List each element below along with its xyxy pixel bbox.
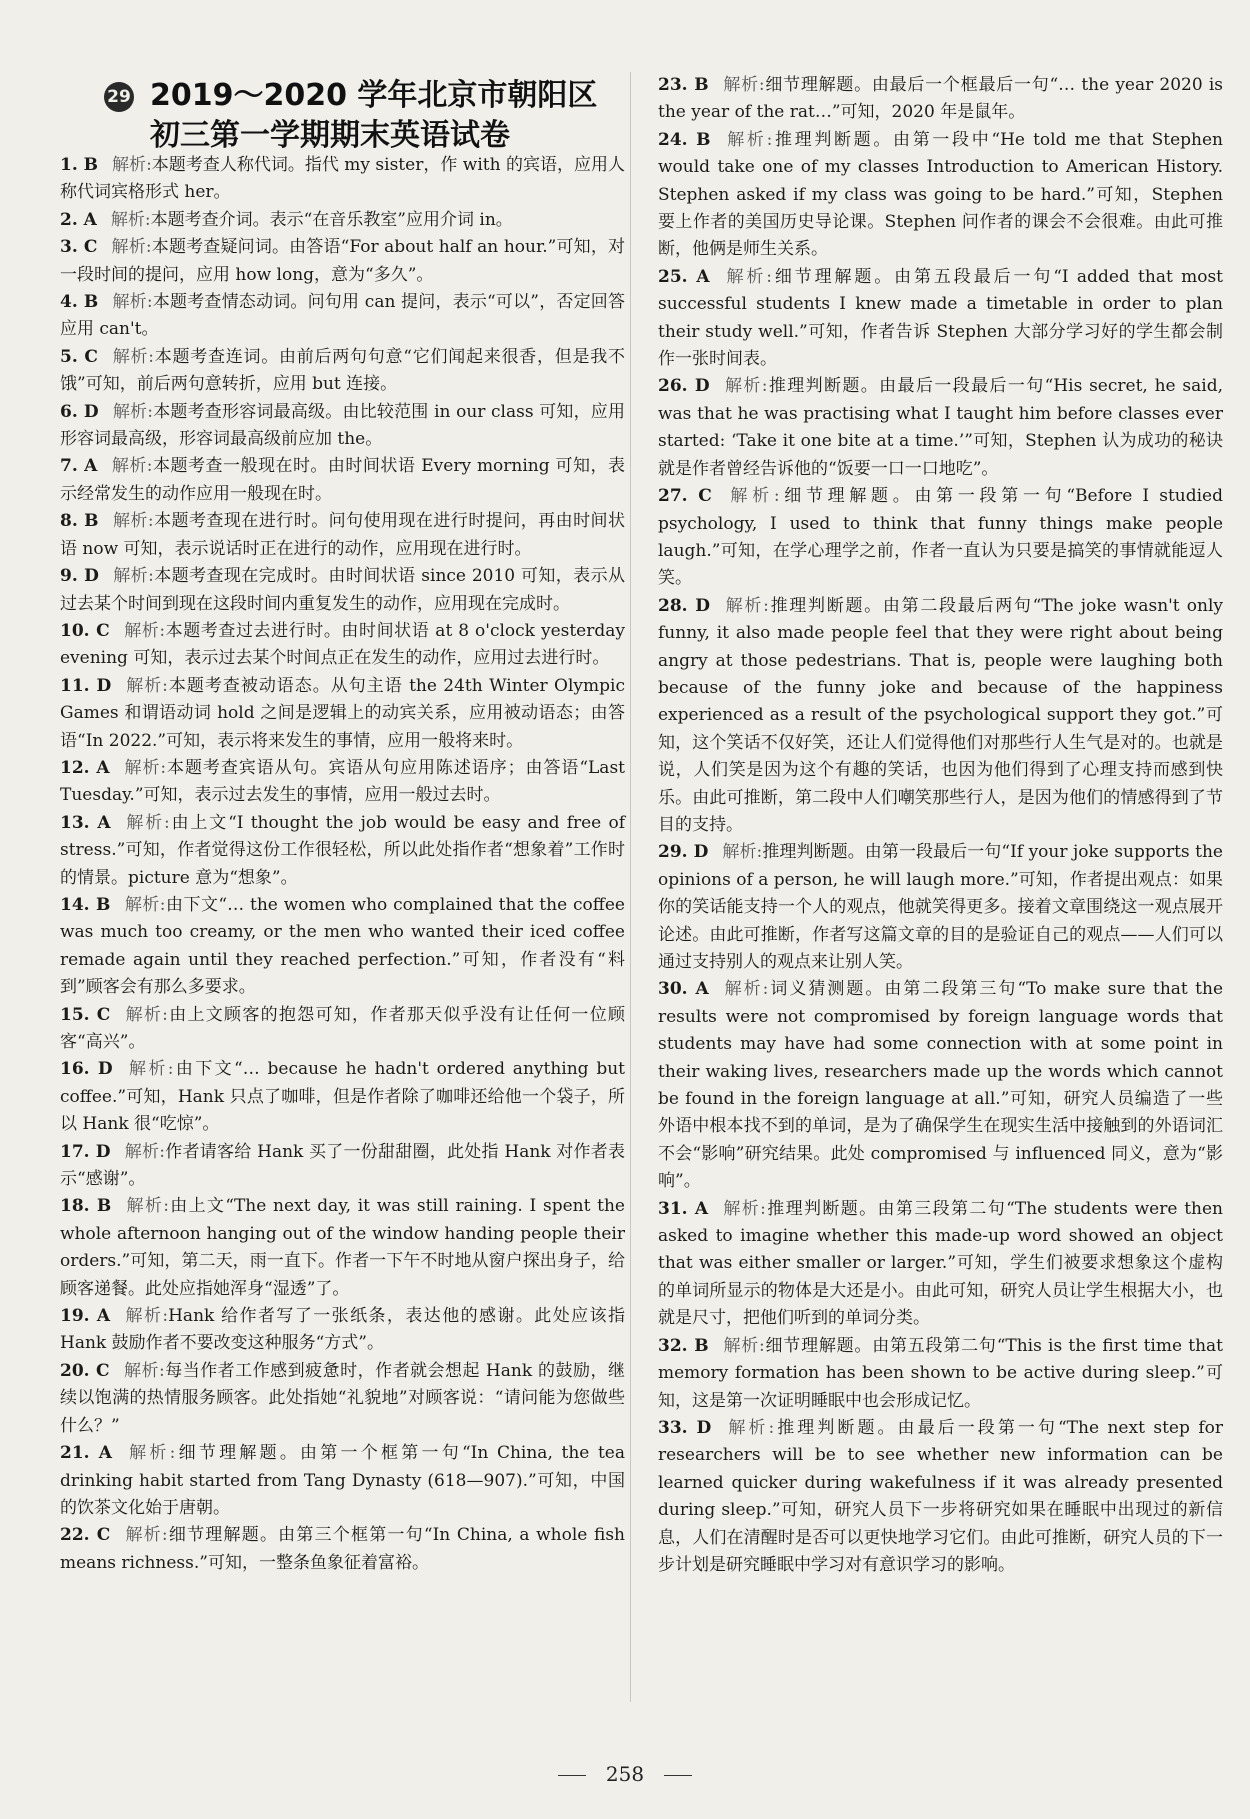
analysis-text: 本题考查现在进行时。问句使用现在进行时提问，再由时间状语 now 可知，表示说话时正在进行的动作，应用现在进行时。	[60, 511, 625, 559]
analysis-label: 解析:	[723, 595, 769, 616]
answer-number: 20. C	[60, 1360, 110, 1381]
answer-number: 27. C	[658, 486, 712, 507]
analysis-label: 解析:	[111, 237, 152, 258]
answer-number: 13. A	[60, 812, 111, 833]
page-footer	[0, 1762, 1250, 1786]
analysis-label: 解析:	[125, 675, 168, 696]
analysis-text: 本题考查宾语从句。宾语从句应用陈述语序；由答语“Last Tuesday.”可知，表示过去发生的事情，应用一般过去时。	[60, 757, 626, 806]
answer-item	[60, 1440, 625, 1522]
analysis-text: 推理判断题。由第二段最后两句“The joke wasn't only funny, it also made people feel that they were right about being angry at those pedestrians. That is, people were laughing both because of the funny joke and because of the happiness experienced as a result of the psychological support they got.”可知，这个笑话不仅好笑，还让人们觉得他们对那些行人生气是对的。也就是说，人们笑是因为这个有趣的笑话，也因为他们得到了心理支持而感到快乐。由此可推断，第二段中人们嘲笑那些行人，是因为他们的情感得到了节目的支持。	[658, 595, 1223, 835]
answer-number: 15. C	[60, 1004, 111, 1025]
analysis-label: 解析:	[722, 1198, 766, 1219]
analysis-label: 解析:	[110, 209, 151, 230]
analysis-label: 解析:	[125, 1443, 176, 1464]
answer-number: 2. A	[60, 209, 97, 230]
answer-item	[60, 207, 625, 234]
analysis-label: 解析:	[112, 511, 154, 532]
analysis-text: 本题考查过去进行时。由时间状语 at 8 o'clock yesterday evening 可知，表示过去某个时间点正在发生的动作，应用过去进行时。	[60, 620, 625, 669]
answer-item	[60, 289, 625, 344]
analysis-text: 本题考查疑问词。由答语“For about half an hour.”可知，对一段时间的提问，应用 how long，意为“多久”。	[60, 237, 625, 285]
answer-number: 23. B	[658, 75, 709, 95]
analysis-label: 解析:	[722, 75, 765, 95]
answer-item	[60, 453, 625, 508]
answer-item	[60, 618, 625, 673]
answer-number: 10. C	[60, 620, 110, 641]
answer-number: 19. A	[60, 1306, 111, 1327]
answer-item	[60, 1522, 625, 1577]
footer-dash-right	[664, 1775, 692, 1776]
answer-item	[60, 508, 625, 563]
answer-number: 18. B	[60, 1196, 112, 1217]
answer-number: 24. B	[658, 129, 711, 150]
analysis-label: 解析:	[725, 486, 780, 507]
analysis-label: 解析:	[111, 346, 154, 367]
answer-number: 33. D	[658, 1417, 712, 1438]
analysis-text: 细节理解题。由第三个框第一句“In China, a whole fish means richness.”可知，一整条鱼象征着富裕。	[60, 1525, 626, 1573]
column-divider	[630, 72, 631, 1702]
analysis-label: 解析:	[112, 401, 153, 422]
analysis-label: 解析:	[124, 1004, 168, 1025]
right-column	[658, 72, 1223, 1579]
analysis-text: 细节理解题。由第一段第一句“Before I studied psychology, I used to think that funny things make people laugh.”可知，在学心理学之前，作者一直认为只要是搞笑的事情就能逗人笑。	[658, 486, 1223, 589]
answer-number: 4. B	[60, 292, 99, 313]
analysis-text: 由上文“The next day, it was still raining. I spent the whole afternoon hanging out of the window handing people their orders.”可知，第二天，雨一直下。作者一下午不时地从窗户探出身子，给顾客递餐。此处应指她浑身“湿透”了。	[60, 1196, 625, 1299]
analysis-text: 本题考查介词。表示“在音乐教室”应用介词 in。	[150, 209, 513, 230]
exam-title-line1: 2019～2020 学年北京市朝阳区	[150, 78, 598, 113]
answer-item	[658, 839, 1223, 976]
answer-number: 28. D	[658, 595, 710, 616]
answer-item	[658, 1196, 1223, 1333]
analysis-text: 本题考查一般现在时。由时间状语 Every morning 可知，表示经常发生的动作应用一般现在时。	[60, 456, 625, 504]
answer-item	[60, 1056, 625, 1138]
analysis-text: 推理判断题。由最后一段第一句“The next step for researchers will be to see whether new information can be learned quicker during wakefulness if it was already presented during sleep.”可知，研究人员下一步将研究如果在睡眠中出现过的新信息，人们在清醒时是否可以更快地学习它们。由此可推断，研究人员的下一步计划是研究睡眠中学习对有意识学习的影响。	[658, 1417, 1223, 1575]
analysis-text: 推理判断题。由第三段第二句“The students were then asked to imagine whether this made-up word showed an object that was either smaller or larger.”可知，学生们被要求想象这个虚构的单词所显示的物体是大还是小。由此可知，研究人员让学生根据大小，也就是尺寸，把他们听到的单词分类。	[658, 1198, 1223, 1329]
answer-item	[658, 127, 1223, 264]
answer-item	[658, 593, 1223, 840]
answer-number: 25. A	[658, 266, 710, 287]
answer-item	[60, 1193, 625, 1303]
analysis-label: 解析:	[123, 620, 166, 641]
answer-item	[60, 755, 625, 810]
analysis-text: 每当作者工作感到疲惫时，作者就会想起 Hank 的鼓励，继续以饱满的热情服务顾客。此处指她“礼貌地”对顾客说：“请问能为您做些什么？”	[60, 1360, 625, 1436]
analysis-text: Hank 给作者写了一张纸条，表达他的感谢。此处应该指 Hank 鼓励作者不要改变这种服务“方式”。	[60, 1306, 625, 1354]
page-number: 258	[605, 1762, 645, 1786]
analysis-text: 细节理解题。由第五段最后一句“I added that most successful students I knew made a timetable in order to plan their study well.”可知，作者告诉 Stephen 大部分学习好的学生都会制作一张时间表。	[658, 266, 1224, 370]
analysis-label: 解析:	[124, 894, 166, 915]
answer-item	[658, 1415, 1223, 1579]
answer-item	[658, 483, 1223, 593]
analysis-text: 本题考查人称代词。指代 my sister，作 with 的宾语，应用人称代词宾格形式 her。	[60, 155, 625, 203]
answer-item	[60, 1303, 625, 1358]
analysis-label: 解析:	[123, 1360, 165, 1381]
exam-title	[150, 76, 640, 156]
answer-item	[60, 1139, 625, 1194]
analysis-text: 细节理解题。由第五段第二句“This is the first time that memory formation has been shown to be active during sleep.”可知，这是第一次证明睡眠中也会形成记忆。	[658, 1335, 1223, 1411]
answer-item	[60, 673, 625, 755]
analysis-text: 本题考查现在完成时。由时间状语 since 2010 可知，表示从过去某个时间到现在这段时间内重复发生的动作，应用现在完成时。	[60, 566, 625, 614]
answer-number: 9. D	[60, 566, 99, 587]
answer-item	[60, 344, 625, 399]
answer-number: 32. B	[658, 1335, 709, 1356]
answer-item	[60, 1002, 625, 1057]
answer-number: 6. D	[60, 401, 99, 422]
analysis-text: 本题考查被动语态。从句主语 the 24th Winter Olympic Games 和谓语动词 hold 之间是逻辑上的动宾关系，应用被动语态；由答语“In 2022.”可知，表示将来发生的事情，应用一般将来时。	[60, 675, 625, 751]
answer-number: 21. A	[60, 1443, 112, 1464]
answer-number: 17. D	[60, 1141, 111, 1162]
exam-title-line2: 初三第一学期期末英语试卷	[150, 118, 510, 153]
analysis-label: 解析:	[725, 1417, 775, 1438]
answer-number: 11. D	[60, 675, 112, 696]
left-column	[60, 152, 625, 1577]
answer-number: 29. D	[658, 842, 709, 863]
answer-item	[60, 234, 625, 289]
analysis-text: 作者请客给 Hank 买了一份甜甜圈，此处指 Hank 对作者表示“感谢”。	[60, 1141, 625, 1190]
answer-item	[60, 563, 625, 618]
analysis-text: 推理判断题。由最后一段最后一句“His secret, he said, was that he was practising what I taught him before classes ever started: ‘Take it one bite at a time.’”可知，Stephen 认为成功的秘诀就是作者曾经告诉他的“饭要一口一口地吃”。	[658, 376, 1223, 479]
answer-number: 3. C	[60, 237, 98, 258]
footer-dash-left	[558, 1775, 586, 1776]
analysis-label: 解析:	[123, 757, 167, 778]
analysis-label: 解析:	[124, 812, 170, 833]
analysis-text: 本题考查形容词最高级。由比较范围 in our class 可知，应用形容词最高级，形容词最高级前应加 the。	[60, 401, 625, 450]
answer-number: 12. A	[60, 757, 110, 778]
analysis-text: 本题考查连词。由前后两句句意“它们闻起来很香，但是我不饿”可知，前后两句意转折，应用 but 连接。	[60, 346, 625, 395]
analysis-text: 细节理解题。由第一个框第一句“In China, the tea drinking habit started from Tang Dynasty (618—907).”可知，中国的饮茶文化始于唐朝。	[60, 1443, 626, 1518]
analysis-label: 解析:	[125, 1196, 169, 1217]
answer-number: 26. D	[658, 376, 710, 397]
analysis-label: 解析:	[124, 1141, 165, 1162]
answer-number: 31. A	[658, 1198, 709, 1219]
analysis-label: 解析:	[723, 376, 768, 397]
analysis-text: 推理判断题。由第一段中“He told me that Stephen would take one of my classes Introduction to American History. Stephen asked if my class was going to be hard.”可知，Stephen 要上作者的美国历史导论课。Stephen 问作者的课会不会很难。由此可推断，他俩是师生关系。	[658, 129, 1223, 260]
analysis-label: 解析:	[112, 292, 153, 313]
answer-item	[60, 152, 625, 207]
answer-number: 7. A	[60, 456, 98, 477]
answer-number: 16. D	[60, 1059, 113, 1080]
analysis-label: 解析:	[722, 842, 763, 863]
analysis-text: 推理判断题。由第一段最后一句“If your joke supports the opinions of a person, he will laugh more.”可知，作者提出观点：如果你的笑话能支持一个人的观点，他就笑得更多。接着文章围绕这一观点展开论述。由此可推断，作者写这篇文章的目的是验证自己的观点——人们可以通过支持别人的观点来让别人笑。	[658, 842, 1223, 972]
analysis-label: 解析:	[124, 1306, 169, 1327]
analysis-label: 解析:	[722, 979, 769, 1000]
analysis-text: 由上文“I thought the job would be easy and free of stress.”可知，作者觉得这份工作很轻松，所以此处指作者“想象着”工作时的情景。picture 意为“想象”。	[60, 812, 626, 888]
answer-number: 8. B	[60, 511, 99, 532]
analysis-text: 由下文“… because he hadn't ordered anything but coffee.”可知，Hank 只点了咖啡，但是作者除了咖啡还给他一个袋子，所以 Hank 很“吃惊”。	[60, 1059, 625, 1135]
answer-item	[658, 1333, 1223, 1415]
answer-number: 22. C	[60, 1525, 111, 1546]
analysis-text: 由下文“… the women who complained that the coffee was much too creamy, or the men who wanted their iced coffee remade again until they reached perfection.”可知，作者没有“料到”顾客会有那么多要求。	[60, 894, 625, 998]
analysis-label: 解析:	[724, 129, 773, 150]
analysis-label: 解析:	[112, 566, 154, 587]
section-number-badge: 29	[104, 82, 134, 112]
answer-number: 30. A	[658, 979, 709, 1000]
answer-item	[658, 72, 1223, 127]
analysis-text: 细节理解题。由最后一个框最后一句“… the year 2020 is the year of the rat…”可知，2020 年是鼠年。	[658, 75, 1223, 123]
analysis-text: 本题考查情态动词。问句用 can 提问，表示“可以”，否定回答应用 can't。	[60, 292, 626, 340]
answer-item	[60, 892, 625, 1002]
analysis-text: 由上文顾客的抱怨可知，作者那天似乎没有让任何一位顾客“高兴”。	[60, 1004, 626, 1052]
answer-item	[658, 373, 1223, 483]
analysis-text: 词义猜测题。由第二段第三句“To make sure that the results were not compromised by foreign language words that students may have had some connection with at some point in their waking lives, researchers made up the words which cannot be found in the foreign language at all.”可知，研究人员编造了一些外语中根本找不到的单词，是为了确保学生在现实生活中接触到的外语词汇不会“影响”研究结果。此处 compromised 与 influenced 同义，意为“影响”。	[658, 979, 1224, 1192]
answer-item	[658, 264, 1223, 374]
analysis-label: 解析:	[723, 266, 772, 287]
answer-number: 14. B	[60, 894, 111, 915]
answer-item	[60, 399, 625, 454]
answer-number: 1. B	[60, 155, 99, 175]
analysis-label: 解析:	[112, 155, 152, 175]
answer-number: 5. C	[60, 346, 98, 367]
analysis-label: 解析:	[124, 1525, 168, 1546]
answer-item	[60, 810, 625, 892]
analysis-label: 解析:	[126, 1059, 174, 1080]
answer-item	[60, 1358, 625, 1440]
answer-item	[658, 976, 1223, 1195]
analysis-label: 解析:	[722, 1335, 765, 1356]
analysis-label: 解析:	[111, 456, 153, 477]
